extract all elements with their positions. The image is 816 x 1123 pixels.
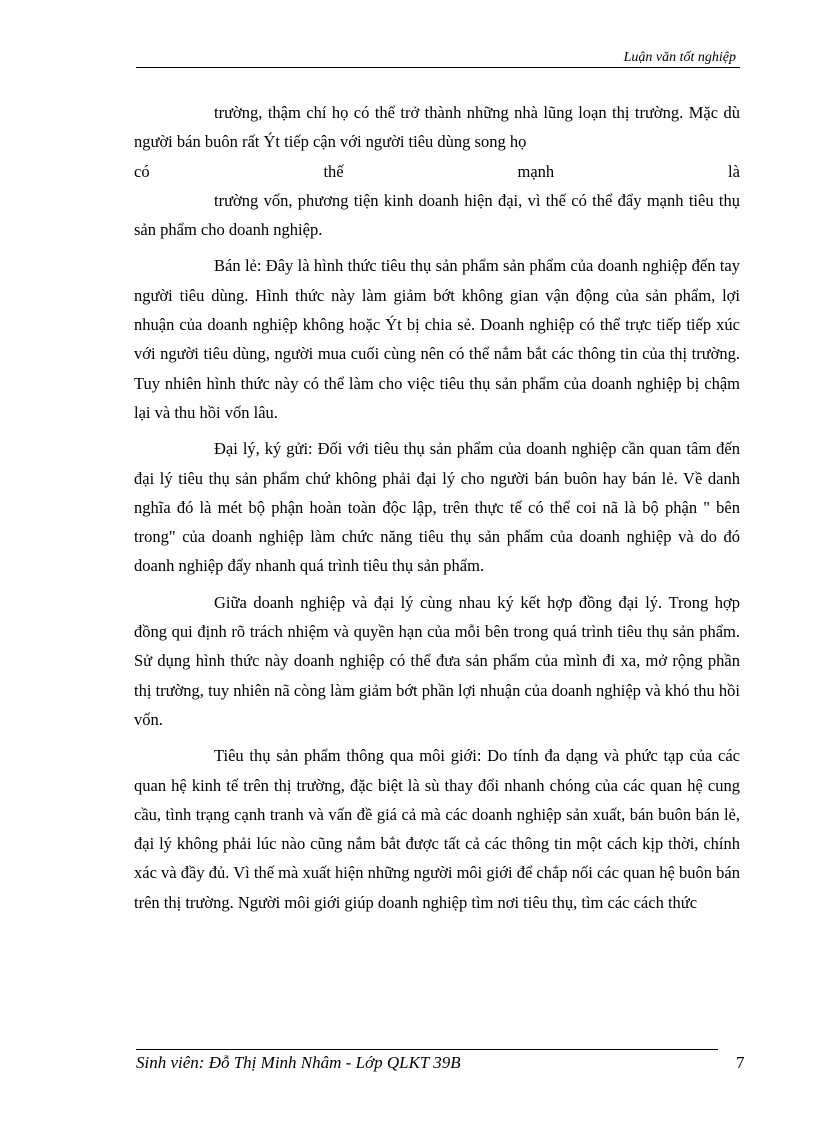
spread-word-2: thế: [323, 161, 344, 181]
page-number: 7: [736, 1053, 745, 1072]
paragraph-1-spread-line: [134, 157, 740, 186]
header-title: Luận văn tốt nghiệp: [623, 50, 736, 65]
paragraph-3: Đại lý, ký gửi: Đối với tiêu thụ sản phẩm của doanh nghiệp cần quan tâm đến đại lý tiêu thụ sản phẩm chứ không phải đại lý cho người bán buôn hay bán lẻ. Về danh nghĩa đó là mét bộ phận hoàn toàn độc lập, trên thực tế có thể coi nã là bộ phận " bên trong" của doanh nghiệp làm chức năng tiêu thụ sản phẩm của doanh nghiệp và do đó doanh nghiệp đẩy nhanh quá trình tiêu thụ sản phẩm.: [134, 439, 740, 576]
paragraph-1: trường, thậm chí họ có thể trở thành những nhà lũng loạn thị trường. Mặc dù người bán buôn rất Ýt tiếp cận với người tiêu dùng song họ: [134, 103, 740, 152]
header-divider: [136, 67, 740, 68]
paragraph-5: Tiêu thụ sản phẩm thông qua môi giới: Do tính đa dạng và phức tạp của các quan hệ kinh tế trên thị trường, đặc biệt là sù thay đổi nhanh chóng của các quan hệ cung cầu, tình trạng cạnh tranh và vấn đề giá cả mà các doanh nghiệp sản xuất, bán buôn bán lẻ, đại lý không phải lúc nào cũng nắm bắt được tất cả các thông tin một cách kịp thời, chính xác và đầy đủ. Vì thế mà xuất hiện những người môi giới để chắp nối các quan hệ buôn bán trên thị trường. Người môi giới giúp doanh nghiệp tìm nơi tiêu thụ, tìm các cách thức: [134, 746, 740, 912]
footer-author: Sinh viên: Đỗ Thị Minh Nhâm - Lớp QLKT 39B: [136, 1053, 461, 1072]
spread-word-4: là: [728, 161, 740, 181]
footer-divider: [136, 1049, 718, 1050]
paragraph-4: Giữa doanh nghiệp và đại lý cùng nhau ký kết hợp đồng đại lý. Trong hợp đồng qui định rõ trách nhiệm và quyền hạn của mỗi bên trong quá trình tiêu thụ sản phẩm. Sử dụng hình thức này doanh nghiệp có thể đưa sản phẩm của mình đi xa, mở rộng phần thị trường, tuy nhiên nã còng làm giảm bớt phần lợi nhuận của doanh nghiệp và khó thu hồi vốn.: [134, 592, 740, 729]
spread-word-3: mạnh: [517, 161, 555, 181]
spread-word-1: có: [134, 161, 150, 181]
document-body: [134, 98, 740, 917]
paragraph-1-continued: trường vốn, phương tiện kinh doanh hiện đại, vì thế có thể đẩy mạnh tiêu thụ sản phẩm cho doanh nghiệp.: [134, 190, 740, 240]
paragraph-2: Bán lẻ: Đây là hình thức tiêu thụ sản phẩm sản phẩm của doanh nghiệp đến tay người tiêu dùng. Hình thức này làm giảm bớt không gian vận động của sản phẩm, lợi nhuận của doanh nghiệp không hoặc Ýt bị chia sẻ. Doanh nghiệp có thể trực tiếp tiếp xúc với người tiêu dùng, người mua cuối cùng nên có thể nắm bắt các thông tin của thị trường. Tuy nhiên hình thức này có thể làm cho việc tiêu thụ sản phẩm của doanh nghiệp bị chậm lại và thu hồi vốn lâu.: [134, 256, 740, 422]
